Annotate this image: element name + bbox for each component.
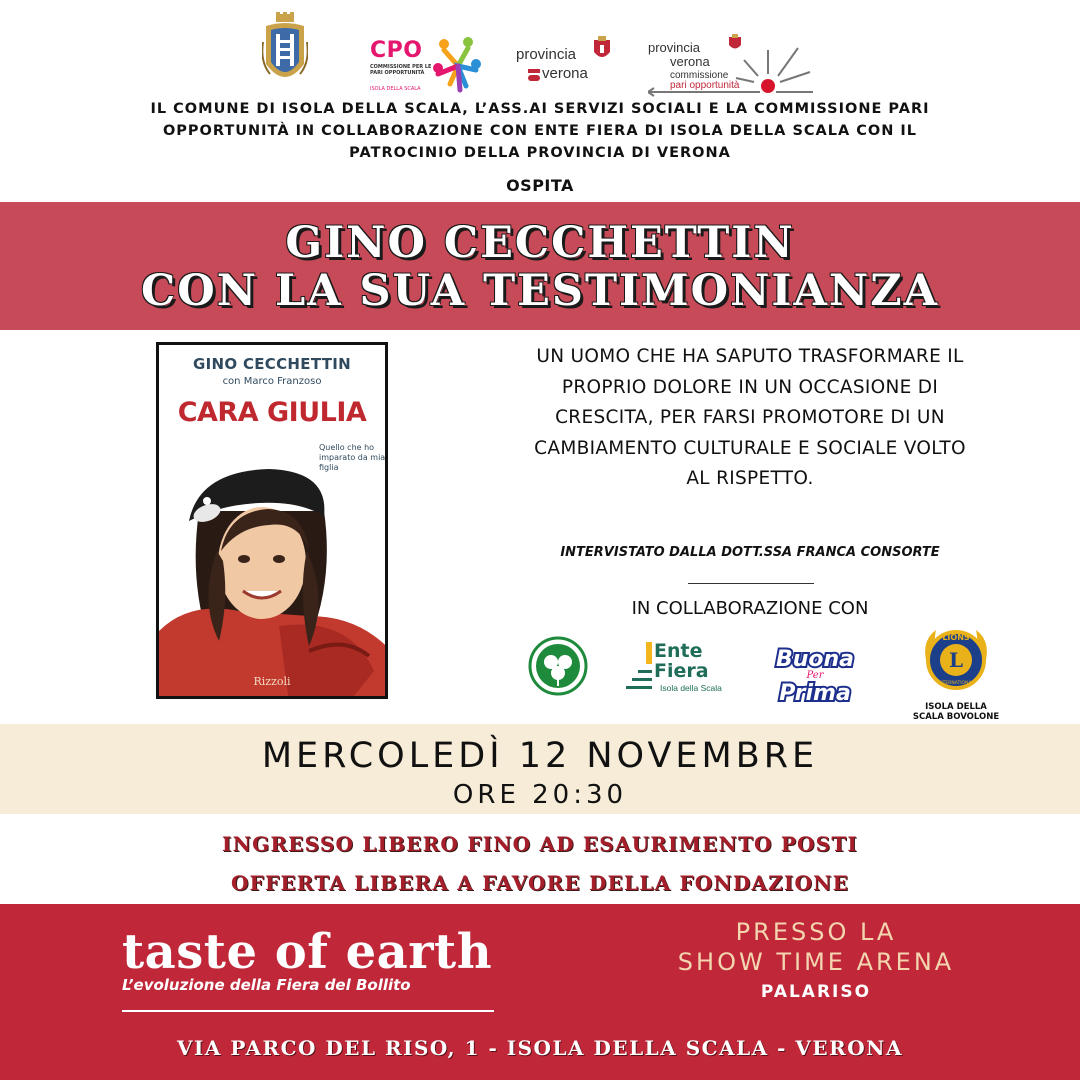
cpo-full-name: COMMISSIONE PER LE PARI OPPORTUNITÀ	[370, 64, 432, 76]
ente-fiera-logo	[626, 640, 726, 696]
logo-underline	[122, 1010, 494, 1012]
lions-emblem-icon	[922, 620, 990, 700]
lions-club-caption: ISOLA DELLA SCALA BOVOLONE	[912, 702, 1000, 722]
event-time: ORE 20:30	[452, 780, 628, 810]
venue-address: VIA PARCO DEL RISO, 1 - ISOLA DELLA SCALA - VERONA	[177, 1036, 903, 1060]
provincia-shield-icon	[592, 36, 612, 62]
shamrock-club-logo	[528, 636, 588, 696]
book-publisher: Rizzoli	[253, 675, 291, 688]
venue-name: SHOW TIME ARENA	[677, 948, 955, 976]
taste-of-earth-logo: taste of earth	[122, 924, 493, 980]
ente-fiera-subtitle: Isola della Scala	[660, 683, 722, 693]
book-cover-portrait-illustration	[159, 441, 388, 699]
buona-prima-word-1: Buona	[775, 647, 855, 672]
title-testimony: CON LA SUA TESTIMONIANZA	[141, 266, 939, 316]
provincia-di-verona-logo	[516, 36, 616, 92]
title-band	[0, 202, 1080, 330]
provincia-mark-icon	[528, 69, 540, 81]
provincia-word-2: provincia	[648, 40, 701, 55]
lions-emblem-word: LIONS	[942, 633, 970, 642]
book-coauthor: con Marco Franzoso	[222, 376, 322, 387]
buona-prima-per: Per	[806, 670, 824, 681]
event-description: UN UOMO CHE HA SAPUTO TRASFORMARE IL PROPRIO DOLORE IN UN OCCASIONE DI CRESCITA, PER FARSI PROMOTORE DI UN CAMBIAMENTO CULTURALE E SOCIALE VOLTO AL RISPETTO.	[534, 346, 966, 489]
book-cover-cara-giulia	[156, 342, 388, 699]
buona-prima-word-2: Prima	[779, 681, 851, 706]
buona-prima-logo	[770, 638, 860, 708]
ente-word: Ente	[654, 640, 703, 662]
fiera-word: Fiera	[654, 660, 709, 682]
venue-presso-la: PRESSO LA	[735, 918, 897, 946]
organizers-intro-text: IL COMUNE DI ISOLA DELLA SCALA, L’ASS.AI SERVIZI SOCIALI E LA COMMISSIONE PARI OPPORTUNITÀ IN COLLABORAZIONE CON ENTE FIERA DI ISOLA DELLA SCALA CON IL PATROCINIO DELLA PROVINCIA DI VERONA	[150, 101, 930, 161]
interviewer-credit: INTERVISTATO DALLA DOTT.SSA FRANCA CONSORTE	[560, 545, 940, 560]
book-author: GINO CECCHETTIN	[193, 355, 351, 373]
lions-ring-word: INTERNATIONAL	[937, 681, 975, 686]
free-entry-notice: INGRESSO LIBERO FINO AD ESAURIMENTO POSTI	[222, 832, 858, 856]
book-title: CARA GIULIA	[177, 397, 367, 428]
sponsor-logos-row	[0, 10, 1080, 96]
ente-fiera-steps-icon	[626, 640, 654, 696]
verona-word: verona	[542, 65, 588, 82]
converging-arrows-icon	[648, 20, 818, 100]
provincia-word: provincia	[516, 46, 577, 63]
donation-notice: OFFERTA LIBERA A FAVORE DELLA FONDAZIONE	[230, 871, 850, 895]
provincia-commissione-logo	[648, 20, 818, 100]
commissione-word: commissione	[670, 70, 729, 81]
event-date: MERCOLEDÌ 12 NOVEMBRE	[261, 736, 819, 776]
verona-word-2: verona	[670, 54, 710, 69]
collaboration-heading: IN COLLABORAZIONE CON	[631, 598, 869, 619]
pari-opportunita-word: pari opportunità	[670, 80, 740, 91]
date-band	[0, 724, 1080, 814]
title-guest-name: GINO CECCHETTIN	[285, 218, 795, 268]
ospita-label: OSPITA	[506, 176, 574, 195]
people-star-icon	[428, 34, 486, 94]
lions-club-logo	[910, 620, 1002, 724]
cpo-pari-opportunita-logo	[368, 34, 486, 94]
taste-of-earth-tagline: L’evoluzione della Fiera del Bollito	[122, 976, 411, 994]
divider	[688, 583, 814, 584]
lions-badge-letter: L	[948, 648, 964, 672]
cpo-acronym: CPO	[370, 38, 423, 63]
venue-subname: PALARISO	[760, 982, 872, 1002]
venue-band	[0, 904, 1080, 1080]
book-subtitle: Quello che ho imparato da mia figlia	[319, 443, 386, 472]
cpo-town: ISOLA DELLA SCALA	[370, 86, 421, 92]
isola-della-scala-crest-logo	[262, 12, 308, 92]
